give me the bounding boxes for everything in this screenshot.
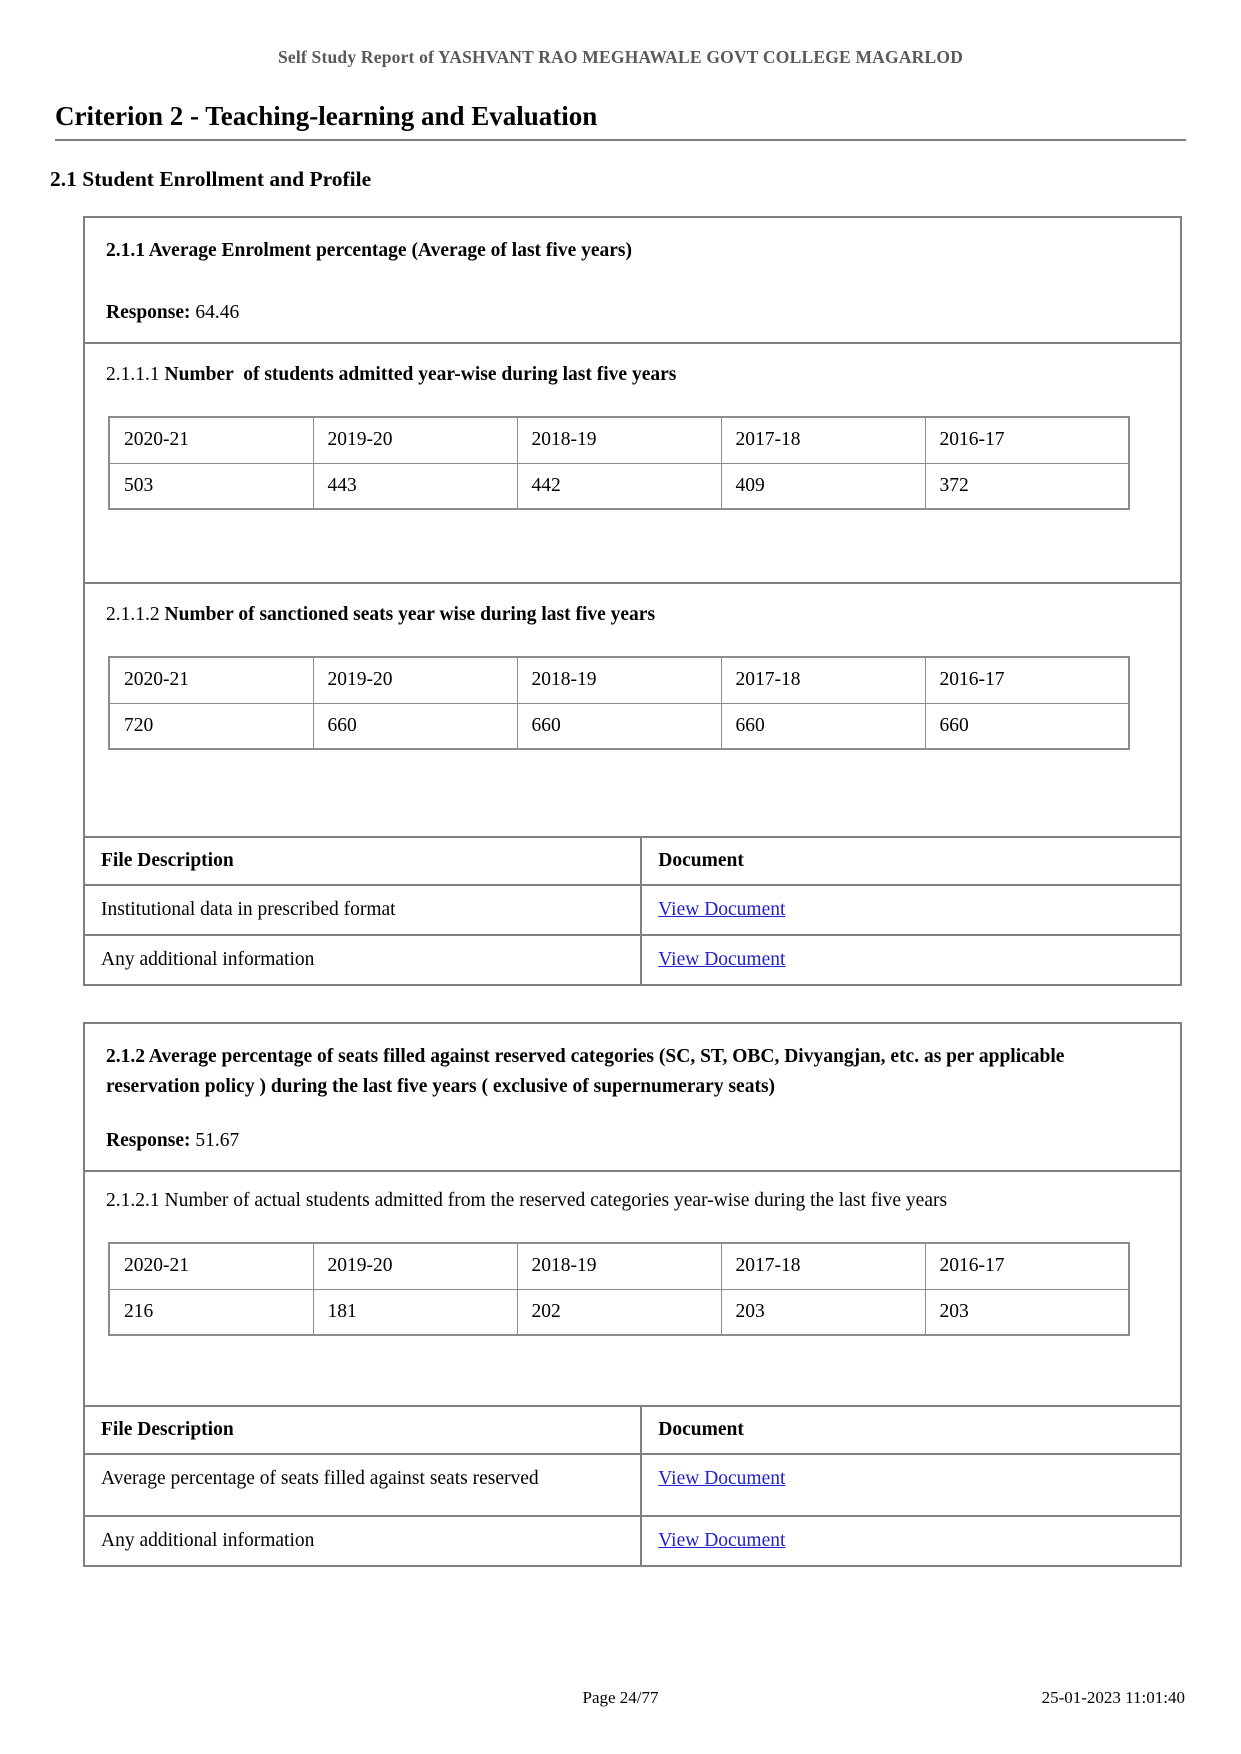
view-document-link[interactable]: View Document bbox=[658, 1530, 786, 1551]
page-number: Page 24/77 bbox=[582, 1688, 659, 1707]
file-row bbox=[85, 885, 1180, 935]
year-value-cell: 203 bbox=[925, 1289, 1129, 1335]
subsection-title: Number of actual students admitted from the reserved categories year-wise during the last five years bbox=[164, 1190, 948, 1211]
subsection-2-1-1-2 bbox=[85, 584, 1180, 836]
file-description-cell: Any additional information bbox=[85, 1516, 641, 1565]
years-header-row bbox=[109, 1243, 1129, 1289]
file-row bbox=[85, 935, 1180, 984]
year-value-cell: 202 bbox=[517, 1289, 721, 1335]
subsection-2-1-1-1-heading bbox=[106, 360, 1135, 390]
view-document-link[interactable]: View Document bbox=[658, 949, 786, 970]
file-table-header-row bbox=[85, 1406, 1180, 1454]
years-value-row bbox=[109, 463, 1129, 509]
subsection-2-1-2-1-heading bbox=[106, 1186, 1135, 1216]
year-value-cell: 660 bbox=[721, 703, 925, 749]
subsection-number: 2.1.1.2 bbox=[106, 604, 160, 625]
view-document-link[interactable]: View Document bbox=[658, 1468, 786, 1489]
subsection-2-1-1-2-heading bbox=[106, 600, 1135, 630]
file-description-table bbox=[85, 1405, 1180, 1565]
document-cell bbox=[641, 1454, 1180, 1516]
file-description-cell: Average percentage of seats filled against seats reserved bbox=[85, 1454, 641, 1516]
file-description-header: File Description bbox=[85, 837, 641, 885]
metric-2-1-2-head bbox=[85, 1024, 1180, 1172]
metric-2-1-1-head bbox=[85, 218, 1180, 344]
year-header-cell: 2019-20 bbox=[313, 417, 517, 463]
years-value-row bbox=[109, 703, 1129, 749]
year-value-cell: 216 bbox=[109, 1289, 313, 1335]
metric-2-1-1-heading: 2.1.1 Average Enrolment percentage (Average of last five years) bbox=[106, 240, 632, 261]
years-header-row bbox=[109, 417, 1129, 463]
metric-2-1-2-heading: 2.1.2 Average percentage of seats filled against reserved categories (SC, ST, OBC, Divyangjan, etc. as per applicable reservation policy ) during the last five years ( exclusive of supernumerary seats) bbox=[106, 1046, 1065, 1097]
document-cell bbox=[641, 885, 1180, 935]
report-header: Self Study Report of YASHVANT RAO MEGHAWALE GOVT COLLEGE MAGARLOD bbox=[277, 47, 964, 67]
response-value: 51.67 bbox=[195, 1130, 240, 1151]
subsection-2-1-1-1 bbox=[85, 344, 1180, 584]
subsection-title: Number of sanctioned seats year wise during last five years bbox=[164, 604, 656, 625]
year-value-cell: 203 bbox=[721, 1289, 925, 1335]
file-description-header: File Description bbox=[85, 1406, 641, 1454]
section-title: 2.1 Student Enrollment and Profile bbox=[50, 167, 372, 191]
years-header-row bbox=[109, 657, 1129, 703]
year-header-cell: 2017-18 bbox=[721, 657, 925, 703]
year-value-cell: 409 bbox=[721, 463, 925, 509]
year-header-cell: 2017-18 bbox=[721, 417, 925, 463]
year-header-cell: 2019-20 bbox=[313, 657, 517, 703]
document-cell bbox=[641, 1516, 1180, 1565]
year-header-cell: 2016-17 bbox=[925, 417, 1129, 463]
metric-2-1-2-response bbox=[106, 1130, 1159, 1152]
year-value-cell: 720 bbox=[109, 703, 313, 749]
year-header-cell: 2019-20 bbox=[313, 1243, 517, 1289]
year-header-cell: 2018-19 bbox=[517, 657, 721, 703]
year-header-cell: 2020-21 bbox=[109, 417, 313, 463]
year-header-cell: 2018-19 bbox=[517, 1243, 721, 1289]
year-value-cell: 442 bbox=[517, 463, 721, 509]
file-description-table bbox=[85, 836, 1180, 984]
response-label: Response: bbox=[106, 1130, 191, 1151]
document-cell bbox=[641, 935, 1180, 984]
year-value-cell: 660 bbox=[313, 703, 517, 749]
years-value-row bbox=[109, 1289, 1129, 1335]
file-row bbox=[85, 1454, 1180, 1516]
response-value: 64.46 bbox=[195, 302, 240, 323]
document-header: Document bbox=[658, 1419, 744, 1440]
subsection-number: 2.1.1.1 bbox=[106, 364, 160, 385]
year-value-cell: 372 bbox=[925, 463, 1129, 509]
year-value-cell: 443 bbox=[313, 463, 517, 509]
metric-2-1-2-box bbox=[83, 1022, 1182, 1567]
page-footer bbox=[0, 1688, 1241, 1708]
year-header-cell: 2017-18 bbox=[721, 1243, 925, 1289]
criterion-title: Criterion 2 - Teaching-learning and Evaluation bbox=[55, 101, 1186, 141]
file-row bbox=[85, 1516, 1180, 1565]
file-table-header-row bbox=[85, 837, 1180, 885]
file-description-cell: Institutional data in prescribed format bbox=[85, 885, 641, 935]
response-label: Response: bbox=[106, 302, 191, 323]
years-table-reserved bbox=[108, 1242, 1130, 1336]
year-header-cell: 2018-19 bbox=[517, 417, 721, 463]
view-document-link[interactable]: View Document bbox=[658, 899, 786, 920]
year-header-cell: 2016-17 bbox=[925, 657, 1129, 703]
year-value-cell: 181 bbox=[313, 1289, 517, 1335]
year-value-cell: 660 bbox=[925, 703, 1129, 749]
subsection-number: 2.1.2.1 bbox=[106, 1190, 160, 1211]
year-header-cell: 2016-17 bbox=[925, 1243, 1129, 1289]
year-value-cell: 503 bbox=[109, 463, 313, 509]
subsection-2-1-2-1 bbox=[85, 1172, 1180, 1405]
year-header-cell: 2020-21 bbox=[109, 657, 313, 703]
timestamp: 25-01-2023 11:01:40 bbox=[1041, 1688, 1185, 1707]
metric-2-1-1-box bbox=[83, 216, 1182, 986]
years-table-admitted bbox=[108, 416, 1130, 510]
document-header: Document bbox=[658, 850, 744, 871]
year-value-cell: 660 bbox=[517, 703, 721, 749]
subsection-title: Number of students admitted year-wise during last five years bbox=[164, 364, 677, 385]
years-table-sanctioned bbox=[108, 656, 1130, 750]
file-description-cell: Any additional information bbox=[85, 935, 641, 984]
year-header-cell: 2020-21 bbox=[109, 1243, 313, 1289]
metric-2-1-1-response bbox=[106, 302, 1159, 324]
